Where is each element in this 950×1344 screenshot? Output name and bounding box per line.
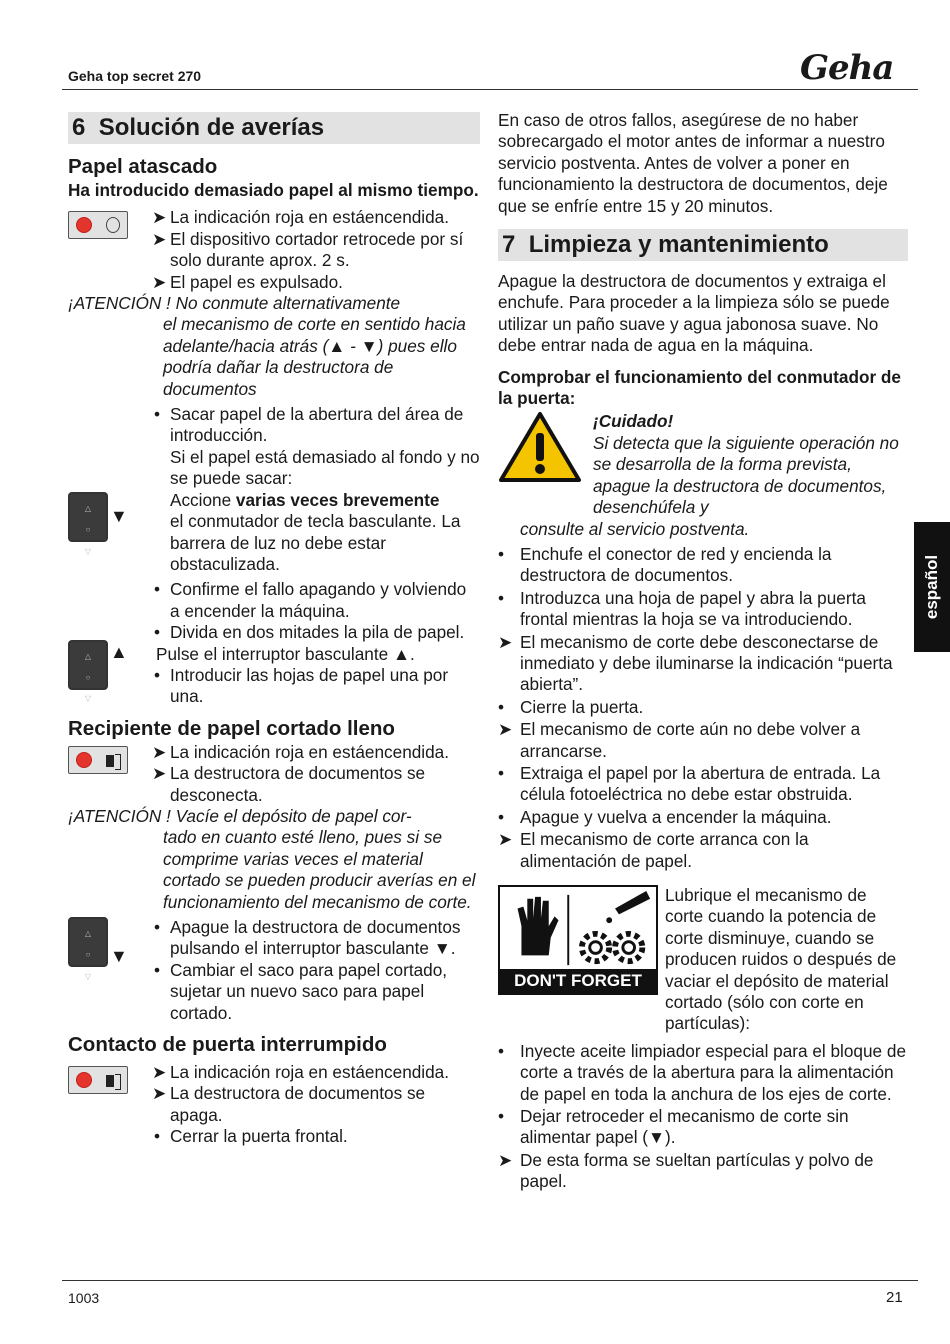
- language-tab: español: [914, 522, 950, 652]
- red-indicator-icon: [68, 211, 128, 239]
- right-column: En caso de otros fallos, asegúrese de no haber sobrecargado el motor antes de informar a nuestro servicio postventa. Antes de volver a poner en funcionamiento la destructora de documentos, deje que se enfríe entre 15 y 20 minutos. 7 Limpieza y mantenimiento Apague la destructora de documentos y extraiga el enchufe. Para proceder a la limpieza sólo se puede utilizar un paño suave y agua jabonosa suave. No debe entrar nada de agua en la máquina. Comprobar el funcionamiento del conmutador de la puerta: ¡Cuidado! Si detecta que la siguiente operación no se desarrolla de la forma prevista, apague la destructora de documentos, desenchúfela y consulte al servicio postventa. • Enchufe el conector de red y encienda la destructora de documentos. • Introduzca una hoja de papel y abra la puerta frontal mientras la hoja se va introduciendo. ➤ El mecanismo de corte debe desconectarse de inmediato y debe iluminarse la indicación “puerta abierta”. • Cierre la puerta. ➤ El mecanismo de corte aún no debe volver a arrancarse. • Extraiga el papel por la abertura de entrada. La célula fotoeléctrica no debe estar obstruida. • Apague y vuelva a encender la máquina. ➤ El mecanismo de corte arranca con la alimentación de papel. DON'T FORGET Lubrique el mecanismo de corte cuando la potencia de corte disminuye, cuando se producen ruidos o después de vaciar el depósito de material cortado (sólo con corte en partículas): • Inyecte aceite limpiador especial para el bloque de corte a través de la abertura para la alimentación de papel en toda la anchura de los ejes de corte. • Dejar retroceder el mecanismo de corte sin alimentar papel (▼). ➤ De esta forma se sueltan partículas y polvo de papel.: [498, 110, 907, 1192]
- list-item: • Cierre la puerta.: [498, 696, 644, 717]
- arrow-down-icon-2: ▼: [110, 945, 128, 966]
- warning-icon: [498, 411, 582, 483]
- list-item: • Introduzca una hoja de papel y abra la puerta frontal mientras la hoja se va introduciendo.: [498, 587, 866, 630]
- lube-steps: [498, 1041, 908, 1193]
- rocker-switch-icon-3: △ ○ ▽: [68, 917, 108, 967]
- header-rule: [62, 89, 918, 90]
- list-item: • Enchufe el conector de red y encienda la destructora de documentos.: [498, 543, 832, 586]
- attention-note-2: ¡ATENCIÓN ! Vacíe el depósito de papel cor-: [68, 805, 412, 826]
- list-item: • Inyecte aceite limpiador especial para el bloque de corte a través de la abertura para la alimentación de papel en toda la anchura de los ejes de corte.: [498, 1040, 907, 1104]
- door-indicator-icon: [68, 1066, 128, 1094]
- rocker-switch-icon: △ ○ ▽: [68, 492, 108, 542]
- list-item: • Extraiga el papel por la abertura de entrada. La célula fotoeléctrica no debe estar obstruida.: [498, 762, 881, 805]
- left-column: 6 Solución de averías Papel atascado Ha introducido demasiado papel al mismo tiempo. ➤ La indicación roja en estáencendida. ➤ El dispositivo cortador retrocede por sí solo durante aprox. 2 s. ➤ El papel es expulsado. ¡ATENCIÓN ! No conmute alternativamente el mecanismo de corte en sentido hacia adelante/hacia atrás (▲ - ▼) pues ello podría dañar la destructora de documentos • Sacar papel de la abertura del área de introducción. Si el papel está demasiado al fondo y no se puede sacar: △ ○ ▽ ▼ Accione varias veces brevemente el conmutador de tecla basculante. La barrera de luz no debe estar obstaculizada. • Confirme el fallo apagando y volviendo a encender la máquina. • Divida en dos mitades la pila de papel. △ ○ ▽ ▲ Pulse el interruptor basculante ▲. • Introducir las hojas de papel una por una. Recipiente de papel cortado lleno ➤ La indicación roja en estáencendida. ➤ La destructora de documentos se desconecta. ¡ATENCIÓN ! Vacíe el depósito de papel cor- tado en cuanto esté lleno, pues si se comprime varias veces el material cortado se pueden producir averías en el funcionamiento del mecanismo de corte. △ ○ ▽ ▼ • Apague la destructora de documentos pulsando el interruptor basculante ▼. • Cambiar el saco para papel cortado, sujetar un nuevo saco para papel cortado. Contacto de puerta interrumpido ➤ La indicación roja en estáencendida. ➤ La destructora de documentos se apaga. • Cerrar la puerta frontal.: [68, 114, 480, 1147]
- arrow-down-icon: ▼: [110, 505, 128, 526]
- section-7-heading: 7 Limpieza y mantenimiento: [498, 229, 908, 261]
- off-block: △ ○ ▽ ▼ • Apague la destructora de documentos pulsando el interruptor basculante ▼. • Cambiar el saco para papel cortado, sujetar un nuevo saco para papel cortado.: [68, 917, 480, 1024]
- rocker-switch-icon-2: △ ○ ▽: [68, 640, 108, 690]
- list-item: ➤ El mecanismo de corte arranca con la alimentación de papel.: [498, 829, 809, 871]
- footer-code: 1003: [68, 1290, 100, 1306]
- lube-block: [498, 885, 908, 1035]
- list-item: ➤ El mecanismo de corte debe desconectarse de inmediato y debe iluminarse la indicación “puerta abierta”.: [498, 631, 893, 695]
- motor-note: En caso de otros fallos, asegúrese de no haber sobrecargado el motor antes de informar a nuestro servicio postventa. Antes de volver a poner en funcionamiento la destructora de documentos, deje que se enfríe entre 15 y 20 minutos.: [498, 110, 888, 216]
- pulse-block: △ ○ ▽ ▲ Pulse el interruptor basculante ▲. • Introducir las hojas de papel una por una.: [68, 644, 480, 708]
- page-number: 21: [886, 1289, 903, 1306]
- check-door-heading: Comprobar el funcionamiento del conmutador de la puerta:: [498, 366, 901, 409]
- paper-jam-subheading: Ha introducido demasiado papel al mismo tiempo.: [68, 180, 479, 200]
- full-block: ➤ La indicación roja en estáencendida. ➤ La destructora de documentos se desconecta.: [68, 742, 480, 806]
- caution-block: ¡Cuidado! Si detecta que la siguiente operación no se desarrolla de la forma prevista, apague la destructora de documentos, desenchúfela y: [498, 411, 908, 518]
- list-item: ➤ El mecanismo de corte aún no debe volver a arrancarse.: [498, 719, 861, 761]
- container-full-heading: Recipiente de papel cortado lleno: [68, 716, 395, 740]
- document-title: Geha top secret 270: [68, 68, 202, 84]
- cleaning-text: Apague la destructora de documentos y extraiga el enchufe. Para proceder a la limpieza sólo se puede utilizar un paño suave y agua jabonosa suave. No debe entrar nada de agua en la máquina.: [498, 271, 890, 356]
- door-contact-heading: Contacto de puerta interrumpido: [68, 1033, 387, 1057]
- section-6-heading: 6 Solución de averías: [68, 112, 480, 144]
- footer-rule: [62, 1280, 918, 1281]
- list-item: • Apague y vuelva a encender la máquina.: [498, 806, 832, 827]
- arrow-up-icon: ▲: [110, 641, 128, 662]
- attention-note-1: ¡ATENCIÓN ! No conmute alternativamente: [68, 293, 401, 314]
- door-block: ➤ La indicación roja en estáencendida. ➤ La destructora de documentos se apaga. • Cerrar la puerta frontal.: [68, 1062, 480, 1148]
- jam-block: ➤ La indicación roja en estáencendida. ➤ El dispositivo cortador retrocede por sí solo durante aprox. 2 s. ➤ El papel es expulsado.: [68, 207, 480, 293]
- bin-full-indicator-icon: [68, 746, 128, 774]
- geha-logo: Geha: [800, 48, 894, 88]
- press-block: △ ○ ▽ ▼ Accione varias veces brevemente el conmutador de tecla basculante. La barrera de luz no debe estar obstaculizada.: [68, 490, 480, 576]
- paper-jam-heading: Papel atascado: [68, 155, 218, 178]
- check-steps: [498, 544, 908, 872]
- lube-text: Lubrique el mecanismo de corte cuando la potencia de corte disminuye, cuando se producen ruidos o después de vaciar el depósito de material cortado (sólo con corte en partículas):: [665, 885, 897, 1034]
- list-item: ➤ De esta forma se sueltan partículas y polvo de papel.: [498, 1149, 874, 1192]
- list-item: • Dejar retroceder el mecanismo de corte sin alimentar papel (▼).: [498, 1106, 849, 1148]
- dont-forget-oil-icon: DON'T FORGET: [498, 885, 658, 995]
